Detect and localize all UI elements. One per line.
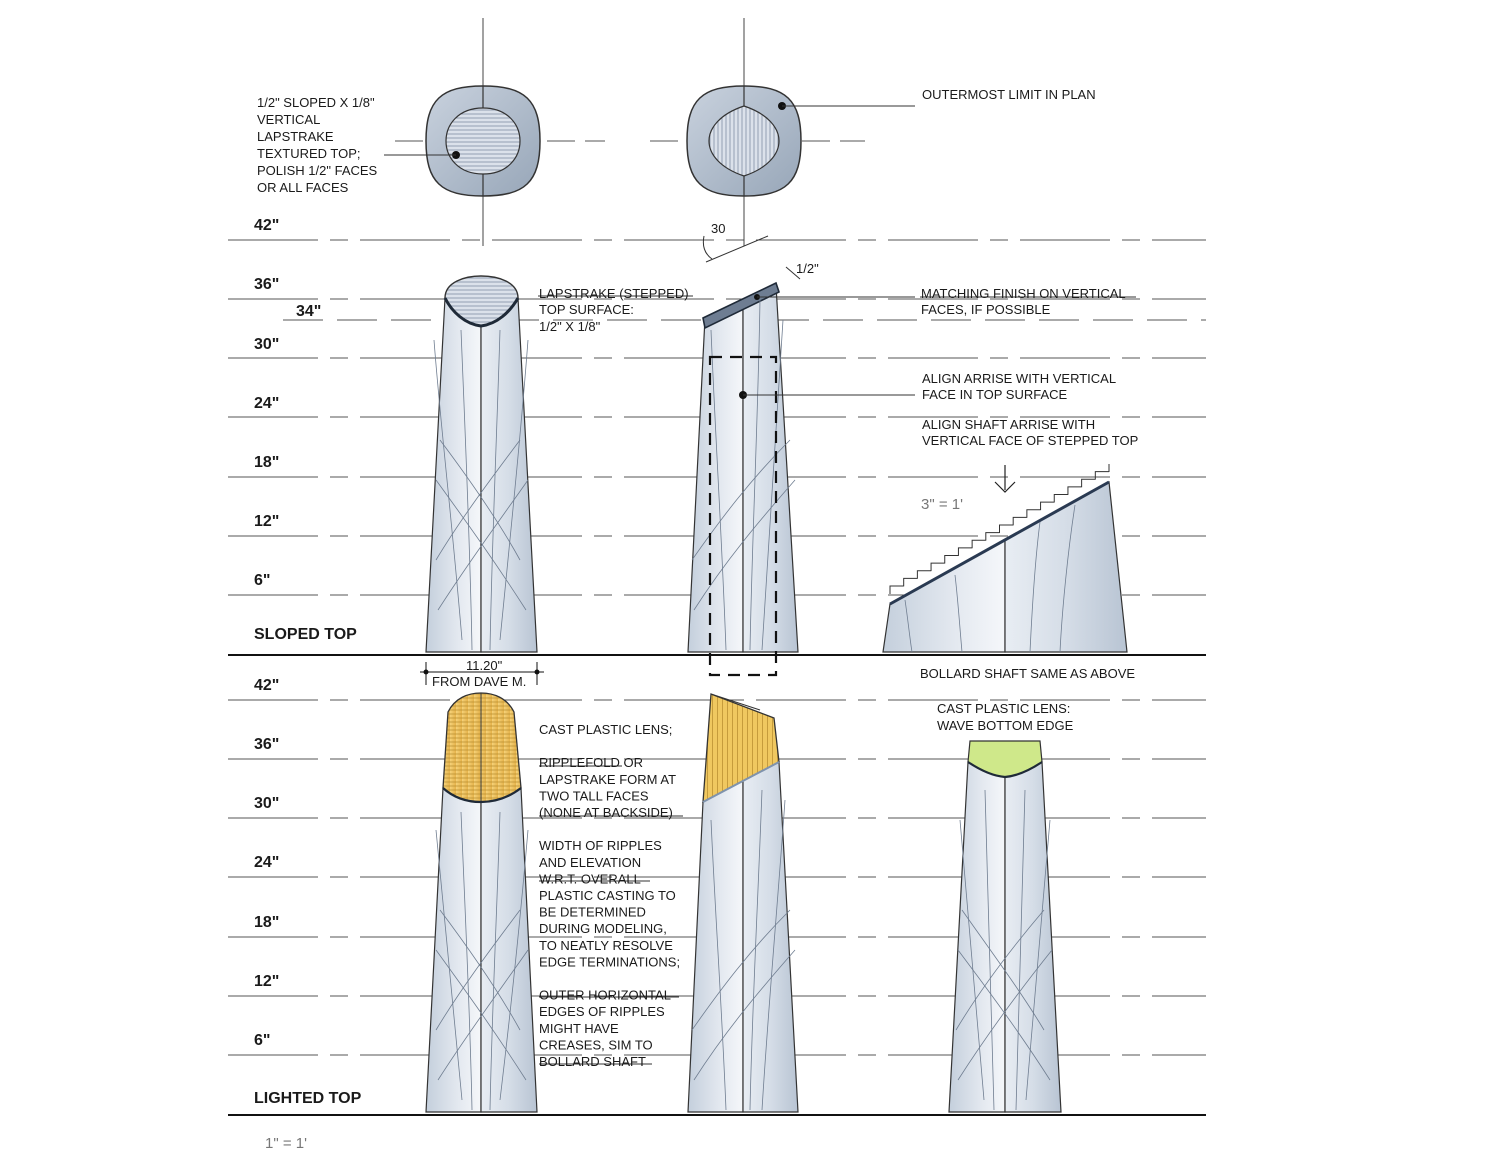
lens-note-line: PLASTIC CASTING TO <box>539 888 676 903</box>
plan-view-right <box>650 18 915 246</box>
plan-view-left <box>384 18 605 246</box>
level-label: 42" <box>254 217 280 234</box>
level-label: 18" <box>254 454 280 471</box>
lens-note-line: AND ELEVATION <box>539 854 642 870</box>
stepped-top-detail <box>883 464 1127 652</box>
lens-note-line: OUTER HORIZONTAL <box>539 987 671 1003</box>
level-label: 42" <box>254 677 280 694</box>
level-label: 12" <box>254 973 280 990</box>
sloped-top-side-elevation <box>688 267 915 675</box>
note-align-arrise <box>922 371 1116 402</box>
svg-text:OR ALL FACES: OR ALL FACES <box>257 180 349 195</box>
svg-text:VERTICAL: VERTICAL <box>257 112 321 127</box>
svg-text:TOP SURFACE:: TOP SURFACE: <box>539 302 634 317</box>
level-label: 30" <box>254 795 280 812</box>
level-label: 6" <box>254 1032 271 1049</box>
angle-label: 30 <box>711 221 726 236</box>
section-title-sloped-top: SLOPED TOP <box>254 626 357 643</box>
lens-note-line: EDGE TERMINATIONS; <box>539 954 681 970</box>
scale-detail: 3" = 1' <box>921 496 963 513</box>
lighted-top-side-elevation <box>688 694 798 1112</box>
level-label: 24" <box>254 395 280 412</box>
note-lapstrake <box>539 286 689 334</box>
level-label: 18" <box>254 914 280 931</box>
svg-text:TEXTURED TOP;: TEXTURED TOP; <box>257 146 361 161</box>
lens-note-line: MIGHT HAVE <box>539 1020 619 1036</box>
lens-note-line: BE DETERMINED <box>539 904 646 920</box>
svg-text:FACES, IF POSSIBLE: FACES, IF POSSIBLE <box>921 302 1051 317</box>
width-source-label: FROM DAVE M. <box>432 674 527 689</box>
wave-lens-elevation <box>949 741 1061 1112</box>
note-outermost-limit: OUTERMOST LIMIT IN PLAN <box>922 87 1096 102</box>
lens-note-line: TWO TALL FACES <box>539 788 649 804</box>
lens-note-line: TO NEATLY RESOLVE <box>539 937 673 953</box>
svg-text:VERTICAL FACE OF STEPPED TOP: VERTICAL FACE OF STEPPED TOP <box>922 433 1139 448</box>
note-wave-lens <box>937 701 1074 733</box>
section-title-lighted-top: LIGHTED TOP <box>254 1090 362 1107</box>
note-lens-details <box>539 722 680 1069</box>
svg-text:ALIGN ARRISE WITH VERTICAL: ALIGN ARRISE WITH VERTICAL <box>922 371 1117 386</box>
svg-text:POLISH 1/2" FACES: POLISH 1/2" FACES <box>257 163 378 178</box>
note-align-shaft <box>922 417 1138 448</box>
svg-text:FACE IN TOP SURFACE: FACE IN TOP SURFACE <box>922 387 1068 402</box>
note-matching-finish <box>921 286 1126 317</box>
svg-text:CAST PLASTIC LENS:: CAST PLASTIC LENS: <box>937 701 1071 716</box>
level-label: 6" <box>254 572 271 589</box>
svg-text:MATCHING FINISH ON VERTICAL: MATCHING FINISH ON VERTICAL <box>921 286 1126 301</box>
lens-note-line: CAST PLASTIC LENS; <box>539 722 673 737</box>
sloped-top-front-elevation <box>426 276 537 652</box>
svg-text:LAPSTRAKE: LAPSTRAKE <box>257 129 334 144</box>
lens-note-line: W.R.T. OVERALL <box>539 871 641 887</box>
note-bollard-same: BOLLARD SHAFT SAME AS ABOVE <box>920 666 1136 681</box>
lens-note-line: RIPPLEFOLD OR <box>539 755 644 771</box>
svg-text:1/2" X 1/8": 1/2" X 1/8" <box>539 319 601 334</box>
svg-text:WAVE BOTTOM EDGE: WAVE BOTTOM EDGE <box>937 718 1074 733</box>
svg-text:1/2" SLOPED X 1/8": 1/2" SLOPED X 1/8" <box>257 95 375 110</box>
half-inch-label: 1/2" <box>796 261 819 276</box>
level-label: 24" <box>254 854 280 871</box>
width-dimension-label: 11.20" <box>466 658 503 673</box>
scale-main: 1" = 1' <box>265 1135 307 1152</box>
level-label: 12" <box>254 513 280 530</box>
level-labels-upper <box>254 217 321 589</box>
level-label: 34" <box>296 303 322 320</box>
lens-note-line: (NONE AT BACKSIDE) <box>539 805 673 820</box>
level-label: 36" <box>254 736 280 753</box>
note-plan-left <box>257 95 378 195</box>
lighted-top-front-elevation <box>426 693 537 1112</box>
level-label: 30" <box>254 336 280 353</box>
lens-note-line: WIDTH OF RIPPLES <box>539 838 662 854</box>
lens-note-line: DURING MODELING, <box>539 921 667 937</box>
level-labels-lower <box>254 677 279 1049</box>
svg-text:LAPSTRAKE (STEPPED): LAPSTRAKE (STEPPED) <box>539 286 689 301</box>
lens-note-line: BOLLARD SHAFT <box>539 1054 646 1069</box>
lens-note-line: LAPSTRAKE FORM AT <box>539 771 677 787</box>
svg-text:ALIGN SHAFT ARRISE WITH: ALIGN SHAFT ARRISE WITH <box>922 417 1096 432</box>
lens-note-line: CREASES, SIM TO <box>539 1037 653 1053</box>
lens-note-line: EDGES OF RIPPLES <box>539 1004 665 1020</box>
level-label: 36" <box>254 276 280 293</box>
